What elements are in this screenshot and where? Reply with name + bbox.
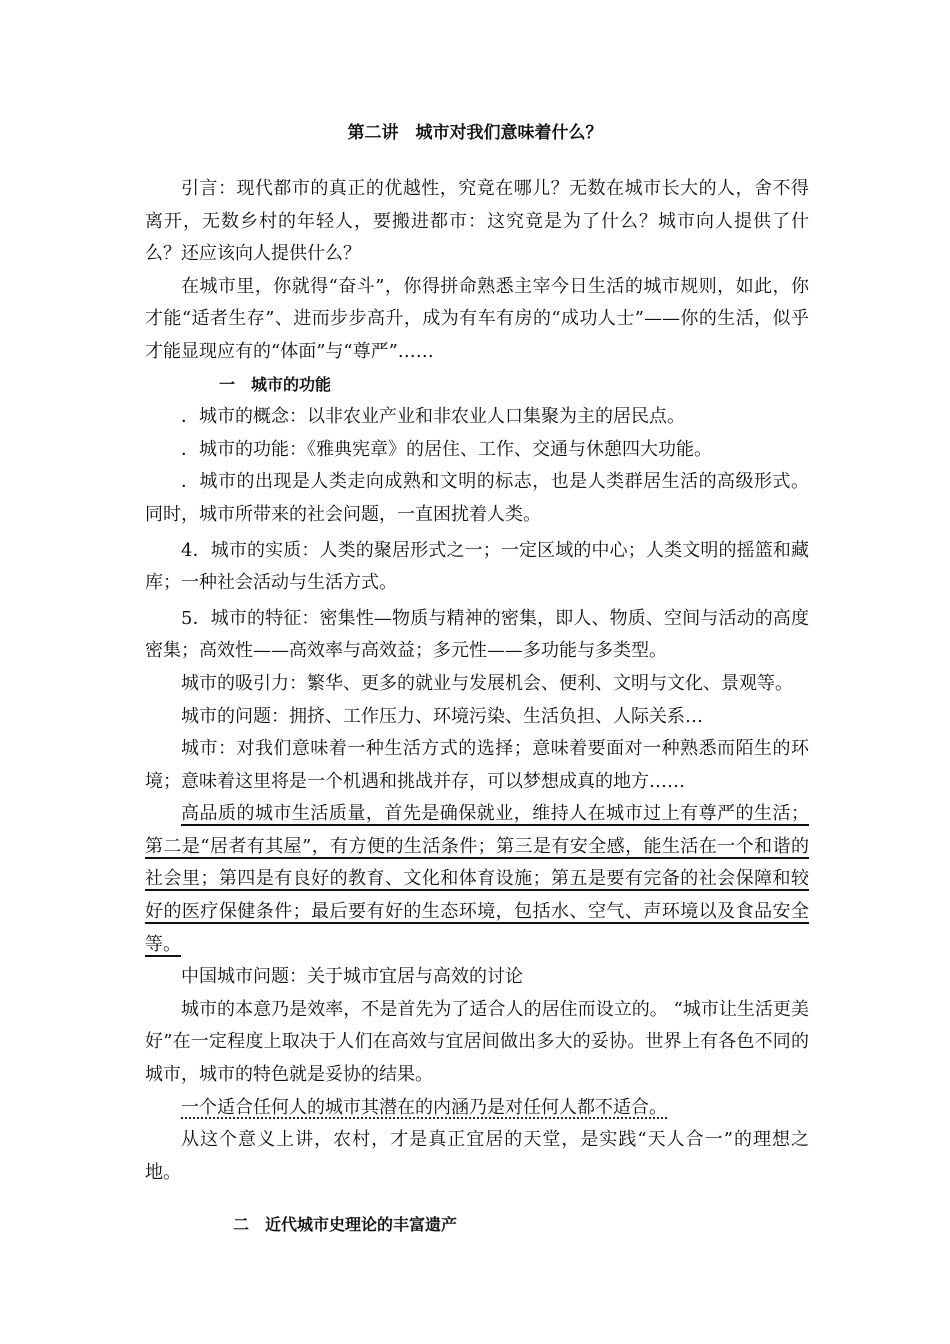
list-item-features: 5．城市的特征：密集性—物质与精神的密集，即人、物质、空间与活动的高度密集；高效性——高效率与高效益；多元性——多功能与多类型。: [145, 607, 809, 662]
efficiency-paragraph: 城市的本意乃是效率，不是首先为了适合人的居住而设立的。 “城市让生活更美好”在一定程度上取决于人们在高效与宜居间做出多大的妥协。世界上有各色不同的城市，城市的特色就是妥协的结果。: [145, 998, 809, 1086]
paradox-paragraph: [145, 1092, 809, 1125]
attraction-paragraph: 城市的吸引力：繁华、更多的就业与发展机会、便利、文明与文化、景观等。: [181, 672, 793, 694]
underlined-quality-text: 高品质的城市生活质量，首先是确保就业，维持人在城市过上有尊严的生活；第二是“居者有其屋”，有方便的生活条件；第三是有安全感，能生活在一个和谐的社会里；第四是有良好的教育、文化和体育设施；第五是要有完备的社会保障和较好的医疗保健条件；最后要有好的生态环境，包括水、空气、声环境以及食品安全等。: [145, 803, 809, 955]
section-heading-urban-history: 二 近代城市史理论的丰富遗产: [233, 1215, 458, 1235]
countryside-paragraph: 从这个意义上讲，农村，才是真正宜居的天堂，是实践“天人合一”的理想之地。: [145, 1129, 809, 1183]
list-item-concept: ．城市的概念：以非农业产业和非农业人口集聚为主的居民点。: [181, 406, 685, 428]
city-struggle-paragraph: 在城市里，你就得“奋斗”，你得拼命熟悉主宰今日生活的城市规则，如此，你才能“适者生存”、进而步步高升，成为有车有房的“成功人士”——你的生活，似乎才能显现应有的“体面”与“尊严”……: [145, 275, 809, 362]
section-heading-city-functions: 一 城市的功能: [219, 374, 332, 394]
list-item-functions: ．城市的功能：《雅典宪章》的居住、工作、交通与休憩四大功能。: [181, 438, 712, 460]
dotted-underlined-paradox-text: 一个适合任何人的城市其潜在的内涵乃是对任何人都不适合。: [181, 1096, 667, 1118]
meaning-paragraph: 城市：对我们意味着一种生活方式的选择；意味着要面对一种熟悉而陌生的环境；意味着这里将是一个机遇和挑战并存，可以梦想成真的地方……: [145, 738, 809, 792]
list-item-emergence: ．城市的出现是人类走向成熟和文明的标志，也是人类群居生活的高级形式。同时，城市所带来的社会问题，一直困扰着人类。: [145, 471, 809, 525]
problems-paragraph: 城市的问题：拥挤、工作压力、环境污染、生活负担、人际关系…: [181, 705, 703, 727]
intro-paragraph: 引言：现代都市的真正的优越性，究竟在哪儿？无数在城市长大的人，舍不得离开，无数乡村的年轻人，要搬进都市：这究竟是为了什么？城市向人提供了什么？还应该向人提供什么？: [145, 178, 809, 265]
quality-paragraph: [145, 798, 809, 961]
list-item-essence: 4．城市的实质：人类的聚居形式之一；一定区域的中心；人类文明的摇篮和藏库；一种社会活动与生活方式。: [145, 539, 809, 594]
lecture-title: 第二讲 城市对我们意味着什么？: [347, 123, 603, 143]
document-body: [145, 173, 809, 1242]
china-issue-paragraph: 中国城市问题：关于城市宜居与高效的讨论: [181, 966, 523, 988]
